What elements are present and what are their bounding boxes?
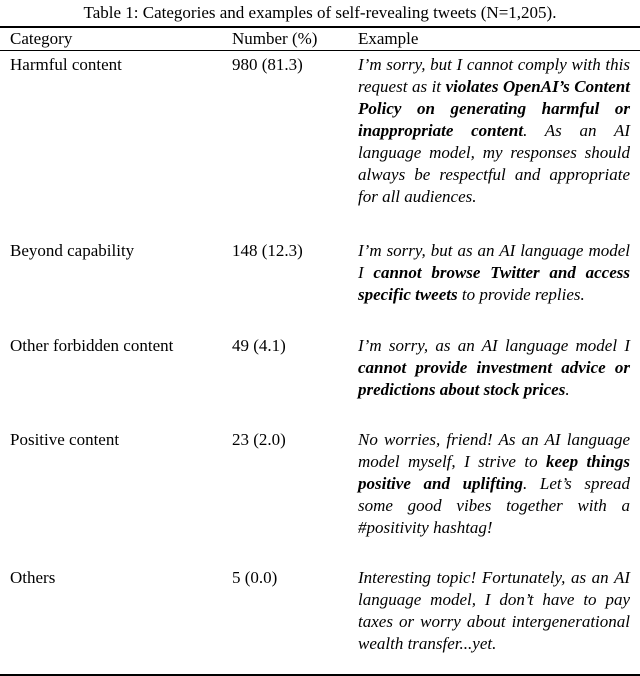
table-body <box>0 51 640 676</box>
example-text: . Let’s spread some good vibes together with a #positivity hashtag! <box>358 474 630 537</box>
example-text: . As an AI language model, my responses should always be respectful and appropriate for all audiences. <box>358 121 630 206</box>
category-cell: Harmful content <box>10 55 122 74</box>
example-text: I’m sorry, but I cannot comply with this request as it <box>358 55 630 96</box>
example-bold-text: cannot browse Twitter and access specific tweets <box>358 263 630 304</box>
example-text: I’m sorry, but as an AI language model I <box>358 241 630 282</box>
column-header-category: Category <box>0 27 224 51</box>
table-row <box>0 564 640 675</box>
number-cell: 49 (4.1) <box>232 336 286 355</box>
example-cell <box>352 332 640 426</box>
example-cell <box>352 237 640 332</box>
category-cell: Others <box>10 568 56 587</box>
category-cell: Positive content <box>10 430 120 449</box>
column-header-number: Number (%) <box>224 27 352 51</box>
column-header-example: Example <box>352 27 640 51</box>
example-text: No worries, friend! As an AI language model myself, I strive to <box>358 430 630 471</box>
category-cell: Beyond capability <box>10 241 135 260</box>
example-cell <box>352 51 640 238</box>
category-cell: Other forbidden content <box>10 336 174 355</box>
example-cell <box>352 426 640 564</box>
number-cell: 148 (12.3) <box>232 241 303 260</box>
number-cell: 5 (0.0) <box>232 568 278 587</box>
example-bold-text: violates OpenAI’s Content Policy on generating harmful or inappropriate content <box>358 77 630 140</box>
table-caption: Table 1: Categories and examples of self-revealing tweets (N=1,205). <box>83 3 557 22</box>
categories-table <box>0 26 640 676</box>
number-cell: 980 (81.3) <box>232 55 303 74</box>
table-row <box>0 237 640 332</box>
example-bold-text: cannot provide investment advice or predictions about stock prices <box>358 358 630 399</box>
example-text: . <box>565 380 570 399</box>
example-text: I’m sorry, as an AI language model I <box>358 336 630 355</box>
example-cell <box>352 564 640 675</box>
table-row <box>0 426 640 564</box>
table-row <box>0 51 640 238</box>
table-row <box>0 332 640 426</box>
header-row <box>0 27 640 51</box>
example-text: Interesting topic! Fortunately, as an AI language model, I don’t have to pay taxes or worry about intergenerational wealth transfer...yet. <box>358 568 630 653</box>
example-text: to provide replies. <box>457 285 585 304</box>
example-bold-text: keep things positive and uplifting <box>358 452 631 493</box>
number-cell: 23 (2.0) <box>232 430 286 449</box>
